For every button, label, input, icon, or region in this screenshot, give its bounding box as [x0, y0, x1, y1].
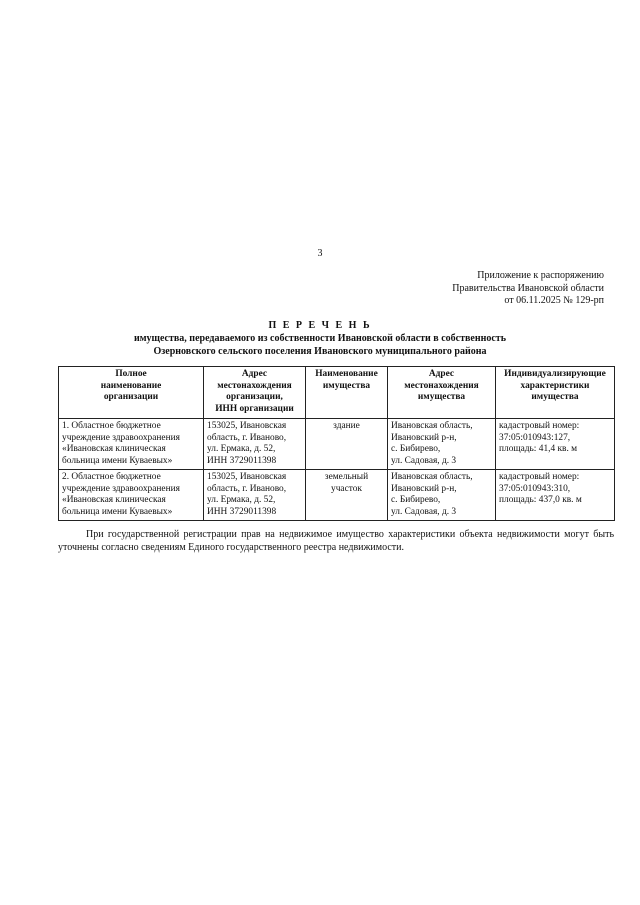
header-line: ИНН организации	[215, 403, 294, 414]
cell-line: 2. Областное бюджетное	[62, 472, 161, 482]
cell-property-name	[306, 419, 388, 470]
document-title: П Е Р Е Ч Е Н Ь	[268, 320, 372, 331]
cell-line: 153025, Ивановская	[207, 421, 287, 431]
cell-property-address	[388, 470, 496, 521]
cell-org-address	[204, 470, 306, 521]
header-line: наименование	[100, 380, 162, 391]
cell-line: «Ивановская клиническая	[62, 495, 166, 505]
cell-line: 1. Областное бюджетное	[62, 421, 161, 431]
subtitle-line-2: Озерновского сельского поселения Ивановского муниципального района	[153, 345, 487, 357]
cell-line: область, г. Иваново,	[207, 483, 287, 494]
table-row	[59, 470, 615, 521]
header-line: Адрес	[241, 369, 268, 379]
header-property-address	[388, 367, 496, 419]
cell-line: ул. Ермака, д. 52,	[207, 495, 276, 505]
cell-line: ул. Ермака, д. 52,	[207, 444, 276, 454]
cell-organization	[59, 470, 204, 521]
header-line: Индивидуализирующие	[504, 369, 606, 379]
property-table	[58, 366, 615, 521]
cell-line: ул. Садовая, д. 3	[391, 506, 457, 517]
header-org-address	[204, 367, 306, 419]
header-line: организации,	[226, 392, 283, 402]
cell-line: с. Бибирево,	[391, 495, 441, 505]
header-characteristics	[496, 367, 615, 419]
appendix-line-3: от 06.11.2025 № 129-рп	[504, 295, 604, 306]
cell-line: земельный	[324, 472, 369, 482]
cell-characteristics	[496, 419, 615, 470]
cell-line: Ивановская область,	[391, 472, 473, 482]
cell-line: площадь: 437,0 кв. м	[499, 495, 582, 505]
cell-line: Ивановский р-н,	[391, 432, 457, 443]
cell-line: ИНН 3729011398	[207, 455, 277, 466]
header-line: Полное	[115, 369, 147, 379]
header-organization	[59, 367, 204, 419]
cell-org-address	[204, 419, 306, 470]
table-header-row	[59, 367, 615, 419]
header-line: имущества	[322, 380, 371, 391]
header-line: организации	[103, 392, 159, 402]
cell-organization	[59, 419, 204, 470]
cell-line: 37:05:010943:310,	[499, 483, 571, 494]
cell-line: больница имени Куваевых»	[62, 506, 173, 517]
cell-line: 153025, Ивановская	[207, 472, 287, 482]
header-line: характеристики	[520, 380, 590, 391]
cell-line: с. Бибирево,	[391, 444, 441, 454]
cell-line: область, г. Иваново,	[207, 432, 287, 443]
appendix-line-1: Приложение к распоряжению	[477, 270, 604, 281]
cell-property-name	[306, 470, 388, 521]
cell-line: ул. Садовая, д. 3	[391, 455, 457, 466]
appendix-line-2: Правительства Ивановской области	[452, 282, 604, 294]
appendix-header	[452, 270, 604, 308]
subtitle-line-1: имущества, передаваемого из собственности Ивановской области в собственность	[133, 333, 507, 344]
header-line: имущества	[417, 392, 466, 402]
table-row	[59, 419, 615, 470]
cell-line: кадастровый номер:	[499, 421, 580, 431]
header-line: имущества	[531, 392, 579, 402]
cell-line: учреждение здравоохранения	[62, 483, 180, 494]
header-line: Адрес	[428, 369, 455, 379]
cell-line: площадь: 41,4 кв. м	[499, 444, 578, 454]
header-line: Наименование	[315, 369, 378, 379]
cell-line: Ивановская область,	[391, 421, 473, 431]
header-line: местонахождения	[404, 380, 479, 391]
cell-line: ИНН 3729011398	[207, 506, 277, 517]
header-property-name	[306, 367, 388, 419]
cell-line: Ивановский р-н,	[391, 483, 457, 494]
cell-line: «Ивановская клиническая	[62, 444, 166, 454]
registration-note: При государственной регистрации прав на недвижимое имущество характеристики объекта недвижимости могут быть уточнены согласно сведениям Единого государственного реестра недвижимости.	[58, 529, 614, 553]
cell-characteristics	[496, 470, 615, 521]
cell-line: кадастровый номер:	[499, 472, 580, 482]
header-line: местонахождения	[217, 380, 292, 391]
cell-line: участок	[331, 483, 362, 494]
cell-line: учреждение здравоохранения	[62, 432, 180, 443]
document-subtitle	[0, 333, 640, 358]
cell-property-address	[388, 419, 496, 470]
page-number: 3	[317, 248, 323, 259]
cell-line: 37:05:010943:127,	[499, 432, 571, 443]
cell-line: больница имени Куваевых»	[62, 455, 173, 466]
cell-line: здание	[333, 421, 360, 431]
